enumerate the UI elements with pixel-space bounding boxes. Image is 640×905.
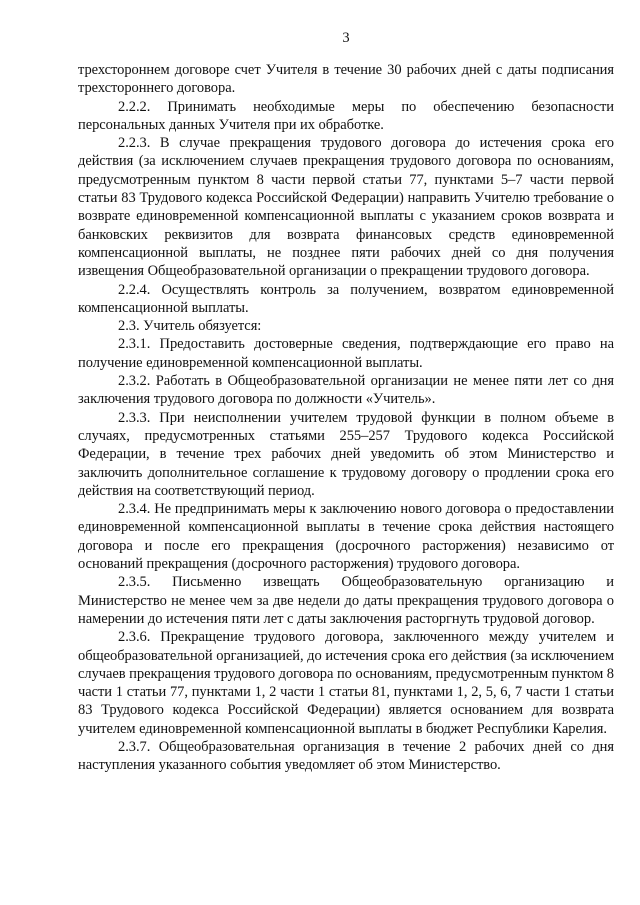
paragraph-2-3-1: 2.3.1. Предоставить достоверные сведения, подтверждающие его право на получение единовременной компенсационной выплаты.	[78, 336, 614, 371]
paragraph-continuation: трехстороннем договоре счет Учителя в течение 30 рабочих дней с даты подписания трехстороннего договора.	[78, 62, 614, 97]
paragraph-2-3-4: 2.3.4. Не предпринимать меры к заключению нового договора о предоставлении единовременной компенсационной выплаты в течение срока действия настоящего договора и после его прекращения (досрочного расторжения) независимо от оснований прекращения (досрочного расторжения) трудового договора.	[78, 501, 614, 573]
paragraph-2-3-5: 2.3.5. Письменно извещать Общеобразовательную организацию и Министерство не менее чем за две недели до даты прекращения трудового договора о намерении до истечения пяти лет с даты заключения расторгнуть трудовой договор.	[78, 574, 614, 627]
paragraph-2-2-3: 2.2.3. В случае прекращения трудового договора до истечения срока его действия (за исключением случаев прекращения трудового договора по основаниям, предусмотренным пунктом 8 части первой статьи 77, пунктами 5–7 части первой статьи 83 Трудового кодекса Российской Федерации) направить Учителю требование о возврате единовременной компенсационной выплаты с указанием сроков возврата и банковских реквизитов для возврата финансовых средств единовременной компенсационной выплаты, не позднее пяти рабочих дней со дня получения извещения Общеобразовательной организации о прекращении трудового договора.	[78, 135, 614, 280]
paragraph-2-3-7: 2.3.7. Общеобразовательная организация в течение 2 рабочих дней со дня наступления указанного события уведомляет об этом Министерство.	[78, 738, 614, 774]
paragraph-2-2-2: 2.2.2. Принимать необходимые меры по обеспечению безопасности персональных данных Учителя при их обработке.	[78, 98, 614, 133]
paragraph-2-3-2: 2.3.2. Работать в Общеобразовательной организации не менее пяти лет со дня заключения трудового договора по должности «Учитель».	[78, 373, 614, 408]
paragraph-2-3-3: 2.3.3. При неисполнении учителем трудовой функции в полном объеме в случаях, предусмотренных статьями 255–257 Трудового кодекса Российской Федерации, в течение трех рабочих дней уведомить об этом Министерство и заключить дополнительное соглашение к трудовому договору о продлении срока его действия на соответствующий период.	[78, 409, 614, 499]
paragraph-2-3: 2.3. Учитель обязуется:	[118, 318, 262, 335]
paragraph-2-2-4: 2.2.4. Осуществлять контроль за получением, возвратом единовременной компенсационной выплаты.	[78, 281, 614, 316]
paragraph-2-3-6: 2.3.6. Прекращение трудового договора, заключенного между учителем и общеобразовательной организацией, до истечения срока его действия (за исключением случаев прекращения трудового договора по основаниям, предусмотренным пунктом 8 части 1 статьи 77, пунктами 1, 2 части 1 статьи 81, пунктами 1, 2, 5, 6, 7 части 1 статьи 83 Трудового кодекса Российской Федерации) является основанием для возврата учителем единовременной компенсационной выплаты в бюджет Республики Карелия.	[78, 629, 614, 737]
page-number: 3	[342, 30, 350, 46]
